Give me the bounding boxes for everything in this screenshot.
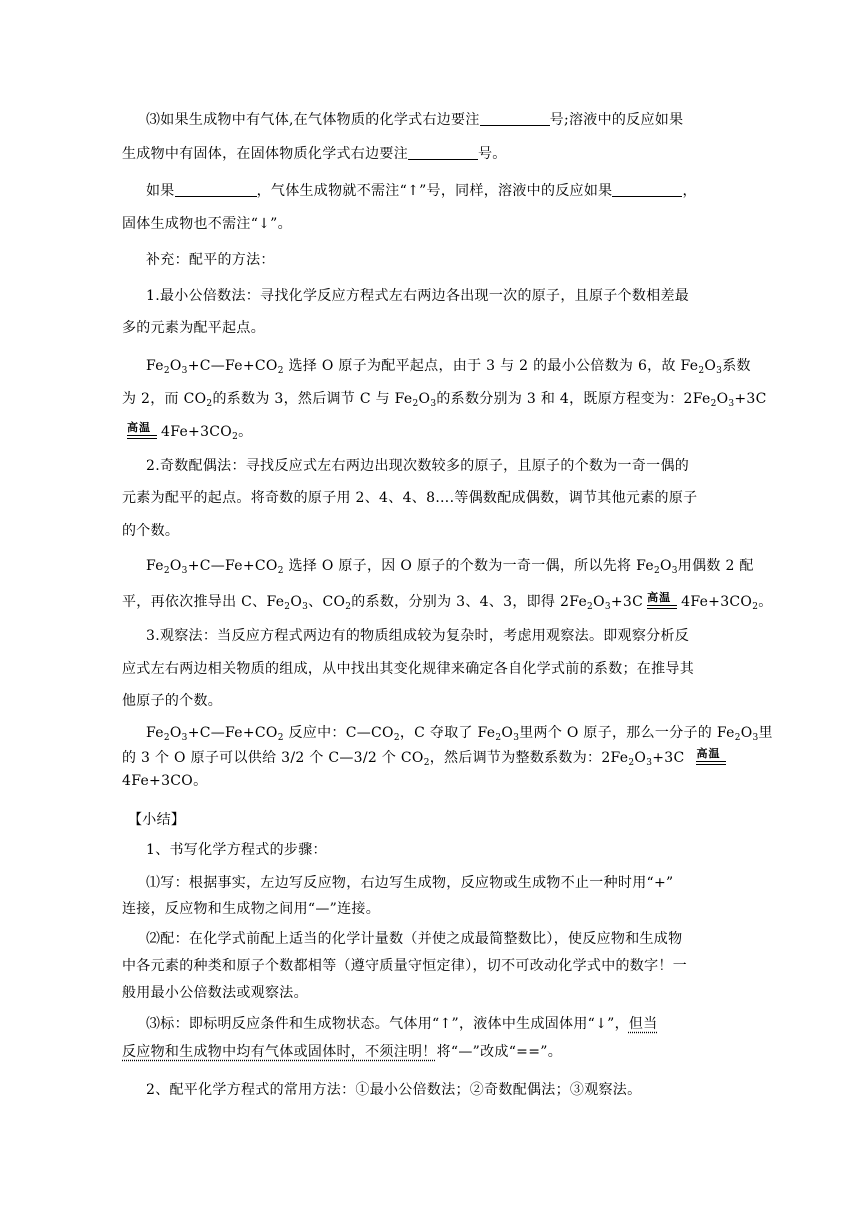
high-temperature-condition: 高温: [127, 420, 157, 440]
text: 4Fe+3CO: [681, 594, 753, 610]
text: +3C: [610, 594, 644, 610]
rule-gas-line-2: [122, 144, 507, 164]
text: 号。: [478, 146, 507, 162]
text: 反应中：C—CO: [288, 725, 394, 741]
text: ⑶如果生成物中有气体,在气体物质的化学式右边要注: [146, 112, 480, 128]
method1-line-3: $Fe_2O_3+C—Fe+CO_2$ 选择 O 原子为配平起点，由于 3 与 2 的最小公倍数为 6，故 $Fe_2O_3$系数: [146, 358, 751, 376]
method3-line-5: 的 3 个 O 原子可以供给 3/2 个 C—3/2 个 $CO_2$，然后调节为整数系数为：$2Fe_2O_3+3C$ 高温: [122, 746, 730, 766]
text: 里: [758, 725, 773, 741]
method1-line-4: 为 2，而 $CO_2$的系数为 3，然后调节 C 与 $Fe_2O_3$的系数分别为 3 和 4，既原方程变为：$2Fe_2O_3+3C$: [122, 391, 767, 409]
answer-blank[interactable]: [175, 182, 257, 197]
high-temperature-condition: 高温: [696, 746, 726, 766]
text: 平，再依次推导出 C、Fe: [122, 594, 285, 610]
summary-section-1: 1、书写化学方程式的步骤：: [146, 842, 327, 858]
text: 用偶数 2 配: [677, 558, 754, 574]
emphasis-text: 但当: [628, 1016, 658, 1032]
step-mark-line-2: [122, 1042, 562, 1062]
text: 4Fe+3CO: [161, 424, 233, 440]
text: 号;溶液中的反应如果: [549, 112, 684, 128]
text: ⑶标：即标明反应条件和生成物状态。气体用“↑”，液体中生成固体用“↓”，: [146, 1016, 629, 1032]
method2-line-3: 的个数。: [122, 523, 180, 539]
supplement-heading: 补充：配平的方法：: [146, 252, 275, 268]
text: 系数: [722, 358, 751, 374]
step-balance-line-2: 中各元素的种类和原子个数都相等（遵守质量守恒定律），切不可改动化学式中的数字！一: [122, 958, 687, 974]
equation: $Fe_2O_3+C—Fe+CO_2$: [146, 725, 284, 743]
step-write-line-2: 连接，反应物和生成物之间用“—”连接。: [122, 901, 381, 917]
text: 的系数分别为 3 和 4，既原方程变为：2Fe: [436, 391, 711, 407]
equation: $Fe_2O_3+C—Fe+CO_2$: [146, 358, 284, 376]
high-temperature-condition: 高温: [647, 590, 677, 610]
method1-line-2: 多的元素为配平起点。: [122, 320, 265, 336]
method3-line-2: 应式左右两边相关物质的组成，从中找出其变化规律来确定各自化学式前的系数；在推导其: [122, 661, 694, 677]
method3-line-1: 3.观察法：当反应方程式两边有的物质组成较为复杂时，考虑用观察法。即观察分析反: [146, 628, 690, 644]
equation: $Fe_2O_3+C—Fe+CO_2$: [146, 558, 284, 576]
answer-blank[interactable]: [480, 111, 550, 126]
method1-line-1: 1.最小公倍数法：寻找化学反应方程式左右两边各出现一次的原子，且原子个数相差最: [146, 288, 690, 304]
method3-line-4: $Fe_2O_3+C—Fe+CO_2$ 反应中：$C—CO_2$，C 夺取了 $Fe_2O_3$里两个 O 原子，那么一分子的 $Fe_2O_3$里: [146, 725, 773, 743]
text: ，: [682, 183, 697, 199]
text: ，C 夺取了 Fe: [399, 725, 496, 741]
rule-gas-line-1: [146, 110, 683, 130]
method2-line-4: $Fe_2O_3+C—Fe+CO_2$ 选择 O 原子，因 O 原子的个数为一奇一偶，所以先将 $Fe_2O_3$用偶数 2 配: [146, 558, 754, 576]
text: +3C: [734, 391, 767, 407]
text: 为 2，而 CO: [122, 391, 207, 407]
step-write-line-1: ⑴写：根据事实，左边写反应物，右边写生成物，反应物或生成物不止一种时用“+”: [146, 875, 674, 891]
text: ，气体生成物就不需注“↑”号，同样，溶液中的反应如果: [256, 183, 613, 199]
text: 生成物中有固体，在固体物质化学式右边要注: [122, 146, 408, 162]
text: 、CO: [308, 594, 346, 610]
text: 选择 O 原子，因 O 原子的个数为一奇一偶，所以先将 Fe: [288, 558, 654, 574]
text: 将“—”改成“==”。: [436, 1044, 562, 1060]
summary-section-2: 2、配平化学方程式的常用方法：①最小公倍数法；②奇数配偶法；③观察法。: [146, 1082, 642, 1098]
step-balance-line-1: ⑵配：在化学式前配上适当的化学计量数（并使之成最简整数比），使反应物和生成物: [146, 931, 683, 947]
text: 里两个 O 原子，那么一分子的 Fe: [519, 725, 735, 741]
method2-line-1: 2.奇数配偶法：寻找反应式左右两边出现次数较多的原子，且原子的个数为一奇一偶的: [146, 458, 690, 474]
text: 如果: [146, 183, 175, 199]
text: +3C: [652, 750, 685, 766]
method2-line-5: 平，再依次推导出 C、$Fe_2O_3$、$CO_2$的系数，分别为 3、4、3，即得 $2Fe_2O_3+3C$ 高温 $4Fe+3CO_2$。: [122, 591, 773, 612]
answer-blank[interactable]: [612, 182, 682, 197]
answer-blank[interactable]: [408, 145, 478, 160]
method2-line-2: 元素为配平的起点。将奇数的原子用 2、4、4、8….等偶数配成偶数，调节其他元素的原子: [122, 490, 698, 506]
step-balance-line-3: 般用最小公倍数法或观察法。: [122, 985, 308, 1001]
method1-line-5: 高温 $4Fe+3CO_2$。: [127, 421, 253, 442]
step-mark-line-1: [146, 1014, 658, 1034]
rule-exception-line-1: [146, 181, 697, 201]
rule-exception-line-2: 固体生成物也不需注“↓”。: [122, 216, 292, 232]
text: ，然后调节为整数系数为：2Fe: [429, 750, 629, 766]
text: 的 3 个 O 原子可以供给 3/2 个 C—3/2 个 CO: [122, 750, 424, 766]
method3-line-3: 他原子的个数。: [122, 693, 223, 709]
text: 的系数，分别为 3、4、3，即得 2Fe: [351, 594, 588, 610]
text: 的系数为 3，然后调节 C 与 Fe: [212, 391, 413, 407]
summary-heading: 【小结】: [128, 812, 186, 828]
text: 选择 O 原子为配平起点，由于 3 与 2 的最小公倍数为 6，故 Fe: [288, 358, 699, 374]
emphasis-text: 反应物和生成物中均有气体或固体时，不须注明！: [122, 1044, 437, 1060]
method3-line-6: 4Fe+3CO。: [122, 773, 208, 789]
